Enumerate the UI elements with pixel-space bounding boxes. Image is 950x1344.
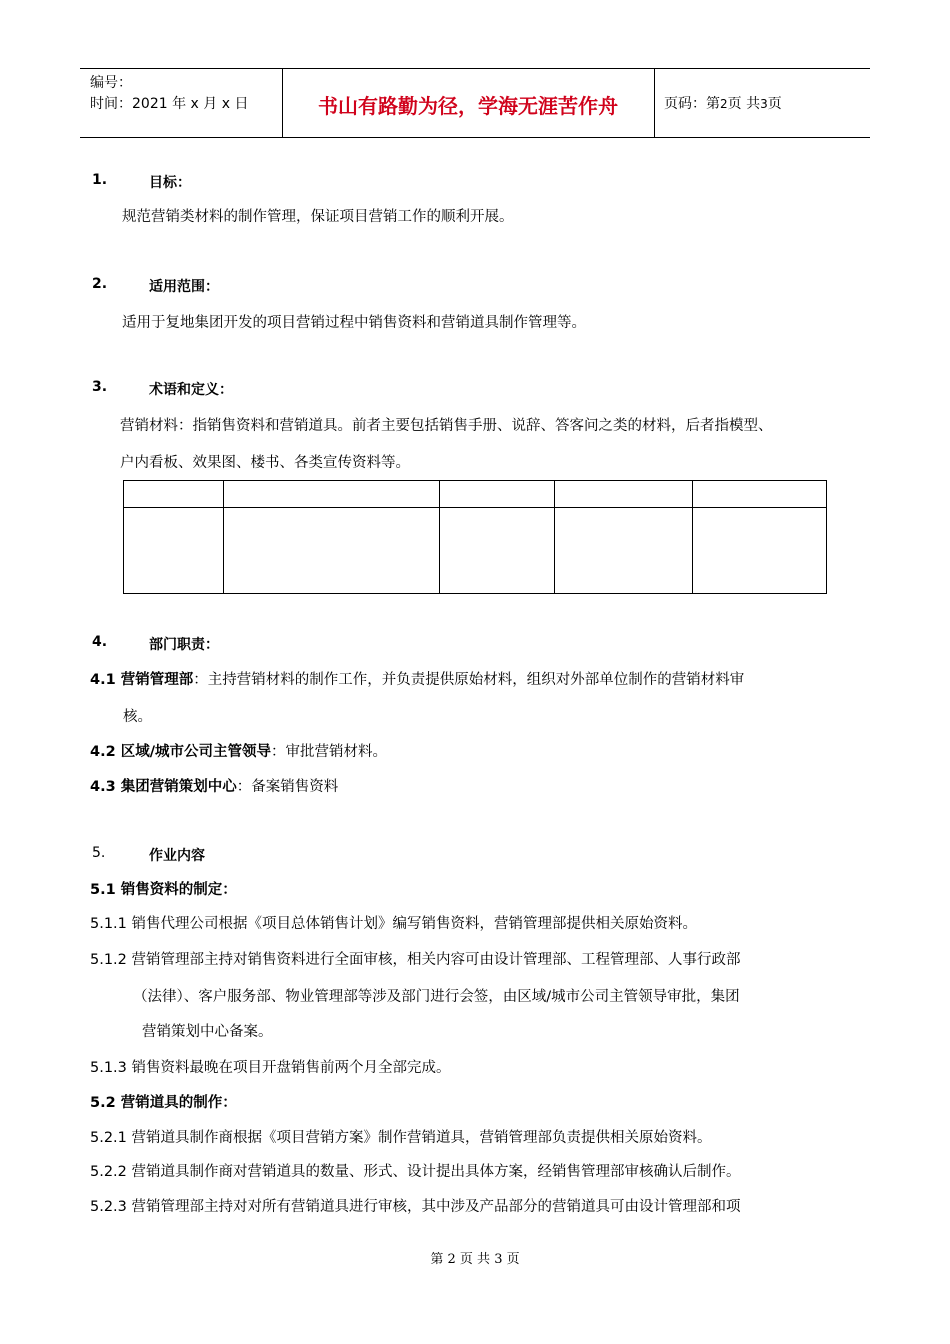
paragraph-5-1-2: 5.1.2 营销管理部主持对销售资料进行全面审核，相关内容可由设计管理部、工程管理部、人事行政部 [90, 952, 741, 968]
section-4-item-3 [90, 775, 338, 796]
section-title: 部门职责： [149, 637, 219, 653]
header-page-info [664, 93, 782, 113]
item-colon: ： [236, 779, 252, 795]
header-divider [654, 69, 655, 137]
section-3-body-line1: 营销材料：指销售资料和营销道具。前者主要包括销售手册、说辞、答客问之类的材料，后者指模型、 [120, 418, 773, 434]
section-title: 作业内容 [149, 848, 205, 864]
time-label: 时间：2021 年 x 月 x 日 [90, 96, 249, 112]
item-text: 备案销售资料 [251, 779, 339, 795]
item-label: 4.3 集团营销策划中心 [90, 779, 237, 795]
section-4-item-1-cont: 核。 [123, 709, 152, 725]
section-title: 术语和定义： [149, 382, 233, 398]
number-label: 编号： [90, 75, 132, 91]
table-column-divider [554, 481, 555, 593]
item-colon: ： [271, 744, 286, 760]
item-text: 主持营销材料的制作工作，并负责提供原始材料，组织对外部单位制作的营销材料审 [207, 672, 745, 688]
subsection-5-1: 5.1 销售资料的制定： [90, 882, 237, 898]
paragraph-5-2-2: 5.2.2 营销道具制作商对营销道具的数量、形式、设计提出具体方案，经销售管理部审核确认后制作。 [90, 1164, 741, 1180]
section-1-body: 规范营销类材料的制作管理，保证项目营销工作的顺利开展。 [122, 209, 514, 225]
section-number: 4. [92, 634, 108, 650]
section-4-item-1 [90, 668, 744, 689]
subsection-5-2: 5.2 营销道具的制作： [90, 1095, 237, 1111]
page-mid: 页 共 [727, 96, 761, 112]
paragraph-5-1-2-cont: （法律）、客户服务部、物业管理部等涉及部门进行会签，由区域/城市公司主管领导审批，集团 [133, 989, 740, 1005]
section-number: 3. [92, 379, 108, 395]
item-label: 4.2 区域/城市公司主管领导 [90, 744, 272, 760]
paragraph-5-1-3: 5.1.3 销售资料最晚在项目开盘销售前两个月全部完成。 [90, 1060, 451, 1076]
paragraph-5-1-1: 5.1.1 销售代理公司根据《项目总体销售计划》编写销售资料，营销管理部提供相关原始资料。 [90, 916, 697, 932]
paragraph-5-2-3: 5.2.3 营销管理部主持对对所有营销道具进行审核，其中涉及产品部分的营销道具可由设计管理部和项 [90, 1199, 741, 1215]
section-number: 2. [92, 276, 108, 292]
page-total: 3 [760, 97, 768, 111]
table-column-divider [692, 481, 693, 593]
table-column-divider [223, 481, 224, 593]
page-prefix: 页码：第 [664, 96, 720, 112]
section-2-body: 适用于复地集团开发的项目营销过程中销售资料和营销道具制作管理等。 [122, 315, 586, 331]
section-3-body-line2: 户内看板、效果图、楼书、各类宣传资料等。 [120, 455, 410, 471]
table-column-divider [439, 481, 440, 593]
page-current: 2 [720, 97, 728, 111]
section-4-item-2 [90, 740, 387, 761]
page-footer: 第 2 页 共 3 页 [430, 1252, 520, 1267]
page-suffix: 页 [767, 96, 782, 112]
section-number: 5. [92, 845, 106, 861]
table-row-divider [124, 507, 826, 508]
paragraph-5-2-1: 5.2.1 营销道具制作商根据《项目营销方案》制作营销道具，营销管理部负责提供相关原始资料。 [90, 1130, 712, 1146]
document-header [80, 68, 870, 138]
header-meta [90, 73, 248, 115]
section-title: 适用范围： [149, 279, 219, 295]
empty-table [123, 480, 827, 594]
item-colon: ： [193, 672, 208, 688]
paragraph-5-1-2-cont: 营销策划中心备案。 [142, 1024, 273, 1040]
item-text: 审批营销材料。 [285, 744, 388, 760]
section-number: 1. [92, 172, 108, 188]
item-label: 4.1 营销管理部 [90, 672, 194, 688]
section-title: 目标： [149, 175, 191, 191]
header-motto: 书山有路勤为径，学海无涯苦作舟 [318, 94, 618, 118]
